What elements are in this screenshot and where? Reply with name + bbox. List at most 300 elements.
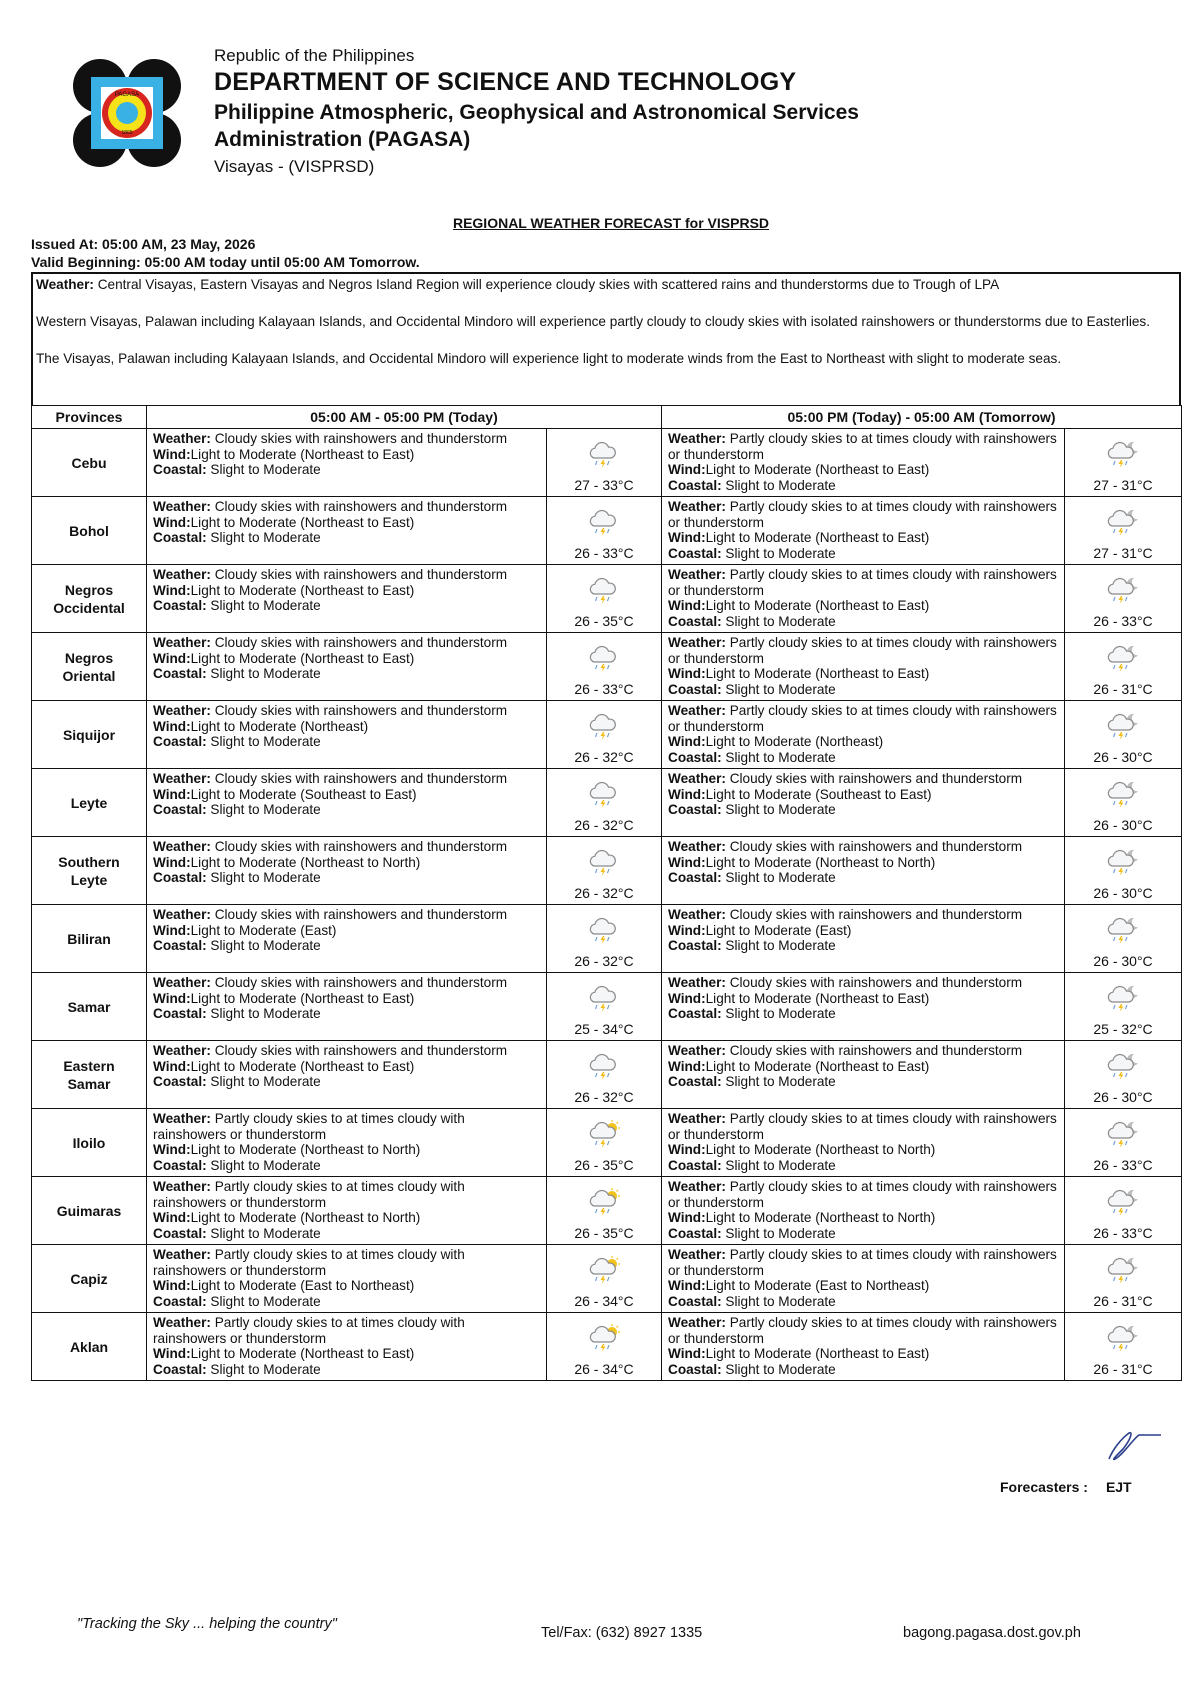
- day-forecast: [147, 769, 547, 837]
- day-weather-line: [153, 975, 507, 990]
- night-cloud-rain-thunder-icon: [1103, 1119, 1143, 1149]
- night-temperature: 26 - 30°C: [1093, 953, 1153, 969]
- day-coastal-label: Coastal:: [153, 666, 207, 681]
- day-coastal-line: [153, 666, 321, 681]
- day-coastal-line: [153, 530, 321, 545]
- night-wind-label: Wind:: [668, 1278, 706, 1293]
- day-coastal-line: [153, 1294, 321, 1309]
- valid-period: Valid Beginning: 05:00 AM today until 05:00 AM Tomorrow.: [31, 254, 420, 270]
- day-coastal-label: Coastal:: [153, 1074, 207, 1089]
- table-row: [32, 973, 1182, 1041]
- day-wind-label: Wind:: [153, 1058, 191, 1074]
- night-coastal-label: Coastal:: [668, 681, 722, 697]
- day-wind-line: [153, 1059, 414, 1074]
- night-wind-value: Light to Moderate (Northeast to East): [705, 1058, 930, 1074]
- issue-info: [31, 235, 420, 271]
- day-temperature: 26 - 33°C: [574, 545, 634, 561]
- night-weather-value: Partly cloudy skies to at times cloudy with rainshowers or thunderstorm: [668, 1247, 1057, 1278]
- cloud-rain-thunder-icon: [585, 575, 625, 605]
- night-coastal-value: Slight to Moderate: [721, 802, 836, 817]
- night-temperature: 26 - 33°C: [1093, 1225, 1153, 1241]
- day-weather-value: Partly cloudy skies to at times cloudy with rainshowers or thunderstorm: [153, 1247, 465, 1278]
- day-coastal-value: Slight to Moderate: [206, 1225, 321, 1241]
- col-today: 05:00 AM - 05:00 PM (Today): [147, 406, 662, 429]
- night-coastal-value: Slight to Moderate: [721, 1293, 836, 1309]
- day-coastal-line: [153, 938, 321, 953]
- night-temperature-cell: [1065, 905, 1182, 973]
- province-name: [32, 633, 147, 701]
- night-cloud-rain-thunder-icon: [1103, 1187, 1143, 1217]
- day-weather-value: Partly cloudy skies to at times cloudy with rainshowers or thunderstorm: [153, 1179, 465, 1210]
- night-forecast: [662, 565, 1065, 633]
- night-wind-value: Light to Moderate (Northeast to North): [705, 1210, 936, 1225]
- day-temperature: 26 - 32°C: [574, 953, 634, 969]
- night-wind-line: [668, 530, 929, 545]
- day-coastal-line: [153, 734, 321, 749]
- agency-name-line1: Philippine Atmospheric, Geophysical and Astronomical Services: [214, 101, 859, 125]
- day-coastal-value: Slight to Moderate: [206, 1074, 321, 1089]
- night-weather-value: Cloudy skies with rainshowers and thunderstorm: [725, 907, 1023, 922]
- night-coastal-label: Coastal:: [668, 802, 722, 817]
- night-wind-line: [668, 1210, 935, 1225]
- night-weather-label: Weather:: [668, 907, 726, 922]
- night-weather-line: [668, 839, 1022, 854]
- province-name: [32, 1177, 147, 1245]
- day-weather-label: Weather:: [153, 567, 211, 582]
- day-wind-value: Light to Moderate (Southeast to East): [190, 786, 417, 802]
- summary-p2: Western Visayas, Palawan including Kalayaan Islands, and Occidental Mindoro will experience partly cloudy to cloudy skies with isolated rainshowers or thunderstorms due to Easterlies.: [36, 314, 1150, 329]
- day-temperature-cell: [547, 1041, 662, 1109]
- day-temperature: 26 - 32°C: [574, 749, 634, 765]
- day-wind-line: [153, 855, 420, 870]
- night-wind-line: [668, 598, 929, 613]
- sun-cloud-rain-thunder-icon: [585, 1255, 625, 1285]
- province-name-part: Occidental: [53, 599, 125, 616]
- day-coastal-line: [153, 598, 321, 613]
- day-wind-value: Light to Moderate (Northeast to East): [190, 1346, 415, 1361]
- night-coastal-value: Slight to Moderate: [721, 1225, 836, 1241]
- night-coastal-label: Coastal:: [668, 938, 722, 953]
- day-coastal-label: Coastal:: [153, 802, 207, 817]
- day-coastal-label: Coastal:: [153, 530, 207, 545]
- night-weather-label: Weather:: [668, 1179, 726, 1194]
- day-coastal-line: [153, 1006, 321, 1021]
- night-temperature: 27 - 31°C: [1093, 545, 1153, 561]
- day-forecast: [147, 1313, 547, 1381]
- day-weather-label: Weather:: [153, 771, 211, 786]
- night-weather-value: Partly cloudy skies to at times cloudy with rainshowers or thunderstorm: [668, 1179, 1057, 1210]
- table-row: [32, 701, 1182, 769]
- day-forecast: [147, 905, 547, 973]
- day-temperature-cell: [547, 1313, 662, 1381]
- day-wind-line: [153, 651, 414, 666]
- night-forecast: [662, 633, 1065, 701]
- province-name-part: Leyte: [70, 794, 108, 811]
- night-coastal-label: Coastal:: [668, 1006, 722, 1021]
- night-temperature: 26 - 31°C: [1093, 1293, 1153, 1309]
- night-temperature-cell: [1065, 769, 1182, 837]
- night-coastal-value: Slight to Moderate: [721, 613, 836, 629]
- night-forecast: [662, 1177, 1065, 1245]
- day-weather-value: Cloudy skies with rainshowers and thunderstorm: [210, 567, 508, 582]
- province-name-part: Eastern: [63, 1057, 115, 1074]
- night-wind-value: Light to Moderate (East): [705, 922, 852, 938]
- night-weather-value: Partly cloudy skies to at times cloudy with rainshowers or thunderstorm: [668, 635, 1057, 666]
- day-coastal-label: Coastal:: [153, 938, 207, 953]
- day-wind-label: Wind:: [153, 854, 191, 870]
- footer-website[interactable]: bagong.pagasa.dost.gov.ph: [903, 1625, 1081, 1641]
- day-wind-line: [153, 515, 414, 530]
- day-coastal-line: [153, 1158, 321, 1173]
- night-wind-label: Wind:: [668, 530, 706, 545]
- forecasters: [1000, 1479, 1132, 1495]
- day-temperature: 26 - 35°C: [574, 613, 634, 629]
- day-weather-line: [153, 1111, 465, 1142]
- day-weather-value: Cloudy skies with rainshowers and thunderstorm: [210, 1043, 508, 1058]
- day-temperature: 26 - 34°C: [574, 1361, 634, 1377]
- night-temperature: 26 - 31°C: [1093, 1361, 1153, 1377]
- province-name: [32, 973, 147, 1041]
- night-weather-value: Cloudy skies with rainshowers and thunderstorm: [725, 975, 1023, 990]
- province-name: [32, 565, 147, 633]
- day-wind-label: Wind:: [153, 650, 191, 666]
- day-temperature: 26 - 33°C: [574, 681, 634, 697]
- day-temperature-cell: [547, 1245, 662, 1313]
- province-name-part: Negros: [64, 649, 114, 666]
- day-temperature-cell: [547, 769, 662, 837]
- night-temperature: 26 - 30°C: [1093, 817, 1153, 833]
- night-weather-label: Weather:: [668, 703, 726, 718]
- night-wind-label: Wind:: [668, 1142, 706, 1157]
- day-wind-value: Light to Moderate (East to Northeast): [190, 1278, 415, 1293]
- logo-text-top: PAGASA: [114, 92, 140, 98]
- day-weather-value: Cloudy skies with rainshowers and thunderstorm: [210, 975, 508, 990]
- day-temperature: 26 - 32°C: [574, 817, 634, 833]
- night-wind-value: Light to Moderate (East to Northeast): [705, 1278, 930, 1293]
- night-weather-value: Partly cloudy skies to at times cloudy with rainshowers or thunderstorm: [668, 1315, 1057, 1346]
- night-weather-value: Partly cloudy skies to at times cloudy with rainshowers or thunderstorm: [668, 703, 1057, 734]
- night-temperature: 26 - 30°C: [1093, 749, 1153, 765]
- night-weather-label: Weather:: [668, 431, 726, 446]
- province-name-part: Aklan: [69, 1338, 109, 1355]
- day-wind-value: Light to Moderate (Northeast to East): [190, 582, 415, 598]
- forecast-table: [31, 405, 1182, 1381]
- night-coastal-label: Coastal:: [668, 477, 722, 493]
- night-forecast: [662, 905, 1065, 973]
- table-row: [32, 633, 1182, 701]
- night-temperature-cell: [1065, 497, 1182, 565]
- night-coastal-value: Slight to Moderate: [721, 870, 836, 885]
- day-weather-line: [153, 703, 507, 718]
- night-wind-line: [668, 923, 851, 938]
- day-wind-value: Light to Moderate (Northeast to East): [190, 446, 415, 462]
- day-wind-value: Light to Moderate (Northeast to East): [190, 990, 415, 1006]
- night-coastal-line: [668, 1074, 836, 1089]
- night-coastal-label: Coastal:: [668, 1074, 722, 1089]
- night-weather-line: [668, 499, 1057, 530]
- province-name-part: Bohol: [69, 522, 109, 539]
- night-weather-line: [668, 567, 1057, 598]
- day-temperature: 25 - 34°C: [574, 1021, 634, 1037]
- night-temperature-cell: [1065, 1313, 1182, 1381]
- table-row: [32, 565, 1182, 633]
- day-weather-line: [153, 567, 507, 582]
- night-weather-label: Weather:: [668, 771, 726, 786]
- day-weather-line: [153, 839, 507, 854]
- day-wind-value: Light to Moderate (Northeast): [190, 718, 369, 734]
- province-name: [32, 701, 147, 769]
- night-wind-line: [668, 734, 883, 749]
- night-weather-line: [668, 1247, 1057, 1278]
- night-wind-line: [668, 666, 929, 681]
- night-temperature: 26 - 33°C: [1093, 1157, 1153, 1173]
- day-coastal-label: Coastal:: [153, 1006, 207, 1021]
- day-coastal-label: Coastal:: [153, 462, 207, 477]
- province-name: [32, 1109, 147, 1177]
- night-weather-line: [668, 907, 1022, 922]
- day-coastal-value: Slight to Moderate: [206, 802, 321, 817]
- day-weather-label: Weather:: [153, 839, 211, 854]
- night-coastal-value: Slight to Moderate: [721, 1006, 836, 1021]
- day-temperature-cell: [547, 905, 662, 973]
- day-coastal-label: Coastal:: [153, 870, 207, 885]
- cloud-rain-thunder-icon: [585, 779, 625, 809]
- day-wind-line: [153, 447, 414, 462]
- day-weather-label: Weather:: [153, 907, 211, 922]
- sun-cloud-rain-thunder-icon: [585, 1119, 625, 1149]
- province-name-part: Samar: [67, 998, 111, 1015]
- night-wind-line: [668, 1346, 929, 1361]
- night-wind-line: [668, 1278, 929, 1293]
- night-coastal-line: [668, 1006, 836, 1021]
- day-coastal-value: Slight to Moderate: [206, 1293, 321, 1309]
- day-temperature-cell: [547, 837, 662, 905]
- night-forecast: [662, 1041, 1065, 1109]
- night-cloud-rain-thunder-icon: [1103, 575, 1143, 605]
- night-coastal-label: Coastal:: [668, 1361, 722, 1377]
- day-weather-label: Weather:: [153, 635, 211, 650]
- department-name: DEPARTMENT OF SCIENCE AND TECHNOLOGY: [214, 67, 797, 96]
- table-row: [32, 497, 1182, 565]
- night-weather-line: [668, 635, 1057, 666]
- day-weather-line: [153, 907, 507, 922]
- province-name-part: Negros: [64, 581, 114, 598]
- night-wind-label: Wind:: [668, 922, 706, 938]
- day-coastal-line: [153, 802, 321, 817]
- day-weather-value: Cloudy skies with rainshowers and thunderstorm: [210, 499, 508, 514]
- day-temperature-cell: [547, 1109, 662, 1177]
- night-forecast: [662, 497, 1065, 565]
- day-coastal-value: Slight to Moderate: [206, 870, 321, 885]
- night-cloud-rain-thunder-icon: [1103, 711, 1143, 741]
- day-forecast: [147, 429, 547, 497]
- night-temperature: 26 - 33°C: [1093, 613, 1153, 629]
- day-wind-label: Wind:: [153, 1210, 191, 1225]
- night-weather-value: Cloudy skies with rainshowers and thunderstorm: [725, 1043, 1023, 1058]
- province-name: [32, 1041, 147, 1109]
- day-weather-line: [153, 1043, 507, 1058]
- night-temperature: 26 - 30°C: [1093, 1089, 1153, 1105]
- night-coastal-value: Slight to Moderate: [721, 938, 836, 953]
- weather-summary: [31, 272, 1181, 405]
- day-coastal-line: [153, 870, 321, 885]
- day-forecast: [147, 497, 547, 565]
- day-temperature-cell: [547, 497, 662, 565]
- day-forecast: [147, 565, 547, 633]
- agency-name-line2: Administration (PAGASA): [214, 128, 471, 152]
- night-temperature-cell: [1065, 429, 1182, 497]
- day-weather-label: Weather:: [153, 1179, 211, 1194]
- day-wind-label: Wind:: [153, 514, 191, 530]
- night-coastal-value: Slight to Moderate: [721, 681, 836, 697]
- day-weather-label: Weather:: [153, 1315, 211, 1330]
- province-name-part: Biliran: [67, 930, 111, 947]
- day-forecast: [147, 837, 547, 905]
- night-coastal-label: Coastal:: [668, 1225, 722, 1241]
- night-wind-label: Wind:: [668, 786, 706, 802]
- night-forecast: [662, 769, 1065, 837]
- province-name: [32, 905, 147, 973]
- night-wind-value: Light to Moderate (Northeast to East): [705, 598, 930, 613]
- night-coastal-label: Coastal:: [668, 613, 722, 629]
- night-wind-line: [668, 1142, 935, 1157]
- night-forecast: [662, 1245, 1065, 1313]
- night-coastal-line: [668, 938, 836, 953]
- night-forecast: [662, 837, 1065, 905]
- province-name-part: Oriental: [62, 667, 116, 684]
- night-weather-line: [668, 1043, 1022, 1058]
- day-wind-line: [153, 787, 417, 802]
- pagasa-logo: [72, 58, 182, 168]
- night-cloud-rain-thunder-icon: [1103, 507, 1143, 537]
- night-temperature-cell: [1065, 837, 1182, 905]
- day-wind-line: [153, 1346, 414, 1361]
- night-cloud-rain-thunder-icon: [1103, 439, 1143, 469]
- night-coastal-value: Slight to Moderate: [721, 1157, 836, 1173]
- day-weather-label: Weather:: [153, 1043, 211, 1058]
- day-temperature-cell: [547, 633, 662, 701]
- day-wind-label: Wind:: [153, 582, 191, 598]
- province-name-part: Samar: [67, 1075, 111, 1092]
- table-row: [32, 429, 1182, 497]
- cloud-rain-thunder-icon: [585, 1051, 625, 1081]
- col-tonight: 05:00 PM (Today) - 05:00 AM (Tomorrow): [662, 406, 1182, 429]
- night-forecast: [662, 1313, 1065, 1381]
- day-coastal-label: Coastal:: [153, 734, 207, 749]
- summary-p3: The Visayas, Palawan including Kalayaan Islands, and Occidental Mindoro will experience light to moderate winds from the East to Northeast with slight to moderate seas.: [36, 351, 1062, 366]
- night-weather-label: Weather:: [668, 839, 726, 854]
- night-coastal-line: [668, 1362, 836, 1377]
- table-row: [32, 1245, 1182, 1313]
- day-forecast: [147, 633, 547, 701]
- night-temperature-cell: [1065, 1109, 1182, 1177]
- night-temperature: 27 - 31°C: [1093, 477, 1153, 493]
- night-temperature-cell: [1065, 973, 1182, 1041]
- night-coastal-value: Slight to Moderate: [721, 545, 836, 561]
- day-temperature-cell: [547, 429, 662, 497]
- night-weather-line: [668, 1179, 1057, 1210]
- night-wind-value: Light to Moderate (Northeast to East): [705, 666, 930, 681]
- cloud-rain-thunder-icon: [585, 643, 625, 673]
- day-wind-value: Light to Moderate (Northeast to North): [190, 1210, 421, 1225]
- night-wind-line: [668, 787, 932, 802]
- day-temperature-cell: [547, 701, 662, 769]
- night-forecast: [662, 701, 1065, 769]
- table-row: [32, 1313, 1182, 1381]
- province-name-part: Siquijor: [62, 726, 116, 743]
- day-forecast: [147, 973, 547, 1041]
- province-name: [32, 429, 147, 497]
- night-weather-line: [668, 975, 1022, 990]
- day-coastal-value: Slight to Moderate: [206, 666, 321, 681]
- day-wind-line: [153, 1278, 414, 1293]
- night-weather-value: Partly cloudy skies to at times cloudy with rainshowers or thunderstorm: [668, 567, 1057, 598]
- day-coastal-value: Slight to Moderate: [206, 734, 321, 749]
- night-temperature-cell: [1065, 565, 1182, 633]
- night-wind-label: Wind:: [668, 734, 706, 749]
- table-row: [32, 1041, 1182, 1109]
- day-weather-line: [153, 431, 507, 446]
- province-name-part: Iloilo: [72, 1134, 106, 1151]
- day-coastal-line: [153, 1074, 321, 1089]
- night-weather-value: Partly cloudy skies to at times cloudy with rainshowers or thunderstorm: [668, 431, 1057, 462]
- night-weather-line: [668, 1315, 1057, 1346]
- day-wind-line: [153, 719, 368, 734]
- forecasters-label: Forecasters :: [1000, 1479, 1088, 1495]
- footer-tagline: "Tracking the Sky ... helping the country": [77, 1616, 337, 1632]
- day-temperature: 26 - 32°C: [574, 885, 634, 901]
- day-temperature-cell: [547, 973, 662, 1041]
- table-row: [32, 1109, 1182, 1177]
- night-cloud-rain-thunder-icon: [1103, 915, 1143, 945]
- day-coastal-line: [153, 1362, 321, 1377]
- day-coastal-value: Slight to Moderate: [206, 1361, 321, 1377]
- table-row: [32, 905, 1182, 973]
- night-wind-value: Light to Moderate (Northeast to North): [705, 1142, 936, 1157]
- night-weather-label: Weather:: [668, 1315, 726, 1330]
- cloud-rain-thunder-icon: [585, 711, 625, 741]
- day-temperature-cell: [547, 1177, 662, 1245]
- day-weather-line: [153, 499, 507, 514]
- day-weather-label: Weather:: [153, 431, 211, 446]
- day-wind-value: Light to Moderate (Northeast to East): [190, 1058, 415, 1074]
- republic-line: Republic of the Philippines: [214, 46, 415, 65]
- day-temperature-cell: [547, 565, 662, 633]
- forecast-rows: [32, 429, 1182, 1381]
- day-wind-line: [153, 923, 336, 938]
- night-coastal-label: Coastal:: [668, 749, 722, 765]
- night-wind-line: [668, 855, 935, 870]
- day-coastal-line: [153, 1226, 321, 1241]
- night-weather-value: Cloudy skies with rainshowers and thunderstorm: [725, 771, 1023, 786]
- province-name: [32, 497, 147, 565]
- day-coastal-label: Coastal:: [153, 1225, 207, 1241]
- sun-cloud-rain-thunder-icon: [585, 1187, 625, 1217]
- night-cloud-rain-thunder-icon: [1103, 1051, 1143, 1081]
- day-weather-line: [153, 1247, 465, 1278]
- day-weather-value: Cloudy skies with rainshowers and thunderstorm: [210, 635, 508, 650]
- summary-p1: Central Visayas, Eastern Visayas and Negros Island Region will experience cloudy skies with scattered rains and thunderstorms due to Trough of LPA: [93, 277, 1000, 292]
- night-wind-value: Light to Moderate (Southeast to East): [705, 786, 932, 802]
- day-weather-label: Weather:: [153, 975, 211, 990]
- night-coastal-line: [668, 682, 836, 697]
- night-temperature-cell: [1065, 1245, 1182, 1313]
- night-coastal-line: [668, 1158, 836, 1173]
- day-weather-line: [153, 1179, 465, 1210]
- day-weather-line: [153, 771, 507, 786]
- night-wind-label: Wind:: [668, 462, 706, 477]
- day-weather-value: Partly cloudy skies to at times cloudy with rainshowers or thunderstorm: [153, 1111, 465, 1142]
